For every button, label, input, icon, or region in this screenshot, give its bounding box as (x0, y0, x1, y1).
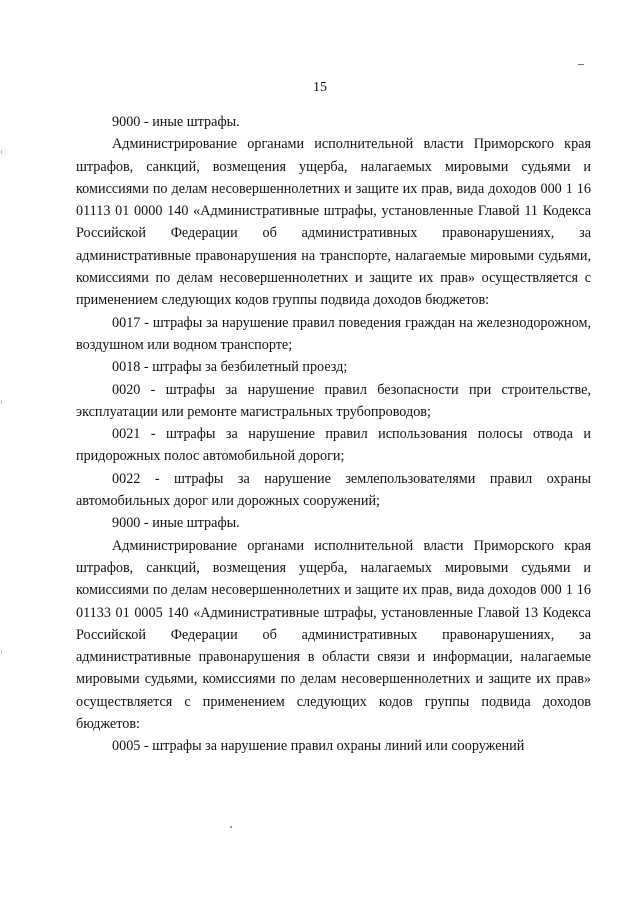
paragraph-administration-chapter-13: Администрирование органами исполнительной власти Приморского края штрафов, санкций, возмещения ущерба, налагаемых мировыми судьями и комиссиями по делам несовершеннолетних и защите их прав, вида доходов 000 1 16 01133 01 0005 140 «Административные штрафы, установленные Главой 13 Кодекса Российской Федерации об административных правонарушениях, за административные правонарушения в области связи и информации, налагаемые мировыми судьями, комиссиями по делам несовершеннолетних и защите их прав» осуществляется с применением следующих кодов группы подвида доходов бюджетов: (76, 537, 591, 733)
paragraph-fines-other-1: 9000 - иные штрафы. (112, 114, 240, 130)
paragraph-code-0021: 0021 - штрафы за нарушение правил использования полосы отвода и придорожных полос автомобильной дороги; (76, 426, 591, 465)
scan-artifact (230, 826, 232, 828)
paragraph-code-0017: 0017 - штрафы за нарушение правил поведения граждан на железнодорожном, воздушном или водном транспорте; (76, 314, 591, 353)
document-body (76, 111, 591, 758)
scan-artifact (1, 150, 2, 154)
paragraph-administration-chapter-11: Администрирование органами исполнительной власти Приморского края штрафов, санкций, возмещения ущерба, налагаемых мировыми судьями и комиссиями по делам несовершеннолетних и защите их прав, вида доходов 000 1 16 01113 01 0000 140 «Административные штрафы, установленные Главой 11 Кодекса Российской Федерации об административных правонарушениях, за административные правонарушения на транспорте, налагаемые мировыми судьями, комиссиями по делам несовершеннолетних и защите их прав» осуществляется с применением следующих кодов группы подвида доходов бюджетов: (76, 136, 591, 309)
page-number: 15 (313, 80, 327, 95)
paragraph-code-0022: 0022 - штрафы за нарушение землепользователями правил охраны автомобильных дорог или дорожных сооружений; (76, 470, 591, 510)
paragraph-code-0020: 0020 - штрафы за нарушение правил безопасности при строительстве, эксплуатации или ремонте магистральных трубопроводов; (76, 381, 591, 420)
paragraph-code-0005: 0005 - штрафы за нарушение правил охраны линий или сооружений (112, 738, 525, 755)
paragraph-code-0018: 0018 - штрафы за безбилетный проезд; (112, 359, 348, 376)
paragraph-fines-other-2: 9000 - иные штрафы. (112, 515, 240, 532)
scan-artifact (578, 64, 584, 65)
scan-artifact (1, 650, 2, 654)
scan-artifact (1, 400, 2, 404)
